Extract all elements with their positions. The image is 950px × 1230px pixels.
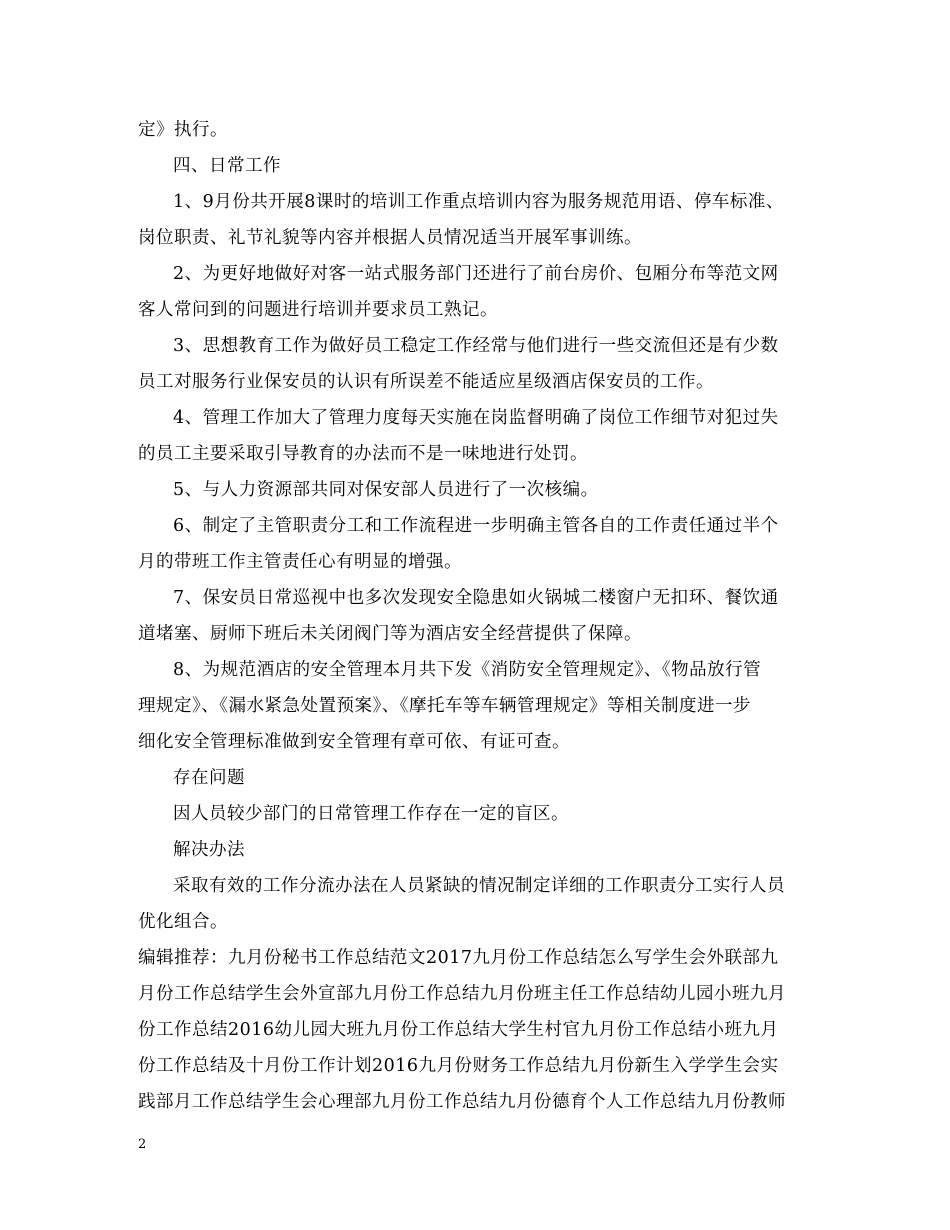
text-line: 定》执行。 bbox=[138, 120, 228, 140]
text-line: 细化安全管理标准做到安全管理有章可依、有证可查。 bbox=[138, 732, 570, 752]
text-line: 月的带班工作主管责任心有明显的增强。 bbox=[138, 552, 462, 572]
text-line: 8、为规范酒店的安全管理本月共下发《消防安全管理规定》、《物品放行管 bbox=[173, 660, 762, 680]
text-line: 道堵塞、厨师下班后未关闭阀门等为酒店安全经营提供了保障。 bbox=[138, 624, 642, 644]
recommendation-line: 践部月工作总结学生会心理部九月份工作总结九月份德育个人工作总结九月份教师 bbox=[138, 1092, 786, 1112]
recommendation-line: 月份工作总结学生会外宣部九月份工作总结九月份班主任工作总结幼儿园小班九月 bbox=[138, 984, 786, 1004]
text-line: 因人员较少部门的日常管理工作存在一定的盲区。 bbox=[173, 804, 569, 824]
text-line: 2、为更好地做好对客一站式服务部门还进行了前台房价、包厢分布等范文网 bbox=[173, 264, 779, 284]
page-number: 2 bbox=[138, 1137, 147, 1152]
text-line: 3、思想教育工作为做好员工稳定工作经常与他们进行一些交流但还是有少数 bbox=[173, 336, 779, 356]
text-line: 6、制定了主管职责分工和工作流程进一步明确主管各自的工作责任通过半个 bbox=[173, 516, 779, 536]
text-line: 岗位职责、礼节礼貌等内容并根据人员情况适当开展军事训练。 bbox=[138, 228, 642, 248]
text-line: 员工对服务行业保安员的认识有所误差不能适应星级酒店保安员的工作。 bbox=[138, 372, 714, 392]
section-heading: 存在问题 bbox=[173, 768, 245, 788]
text-line: 4、管理工作加大了管理力度每天实施在岗监督明确了岗位工作细节对犯过失 bbox=[173, 408, 779, 428]
recommendation-line: 份工作总结2016幼儿园大班九月份工作总结大学生村官九月份工作总结小班九月 bbox=[138, 1020, 779, 1040]
recommendation-line: 份工作总结及十月份工作计划2016九月份财务工作总结九月份新生入学学生会实 bbox=[138, 1056, 779, 1076]
text-line: 客人常问到的问题进行培训并要求员工熟记。 bbox=[138, 300, 498, 320]
text-line: 7、保安员日常巡视中也多次发现安全隐患如火锅城二楼窗户无扣环、餐饮通 bbox=[173, 588, 779, 608]
text-line: 采取有效的工作分流办法在人员紧缺的情况制定详细的工作职责分工实行人员 bbox=[173, 876, 785, 896]
section-heading: 四、日常工作 bbox=[173, 156, 281, 176]
text-line: 1、9月份共开展8课时的培训工作重点培训内容为服务规范用语、停车标准、 bbox=[173, 192, 784, 212]
recommendation-line: 编辑推荐：九月份秘书工作总结范文2017九月份工作总结怎么写学生会外联部九 bbox=[138, 948, 779, 968]
text-line: 5、与人力资源部共同对保安部人员进行了一次核编。 bbox=[173, 480, 599, 500]
text-line: 优化组合。 bbox=[138, 912, 228, 932]
text-line: 的员工主要采取引导教育的办法而不是一味地进行处罚。 bbox=[138, 444, 588, 464]
text-line: 理规定》、《漏水紧急处置预案》、《摩托车等车辆管理规定》等相关制度进一步 bbox=[138, 696, 751, 716]
section-heading: 解决办法 bbox=[173, 840, 245, 860]
